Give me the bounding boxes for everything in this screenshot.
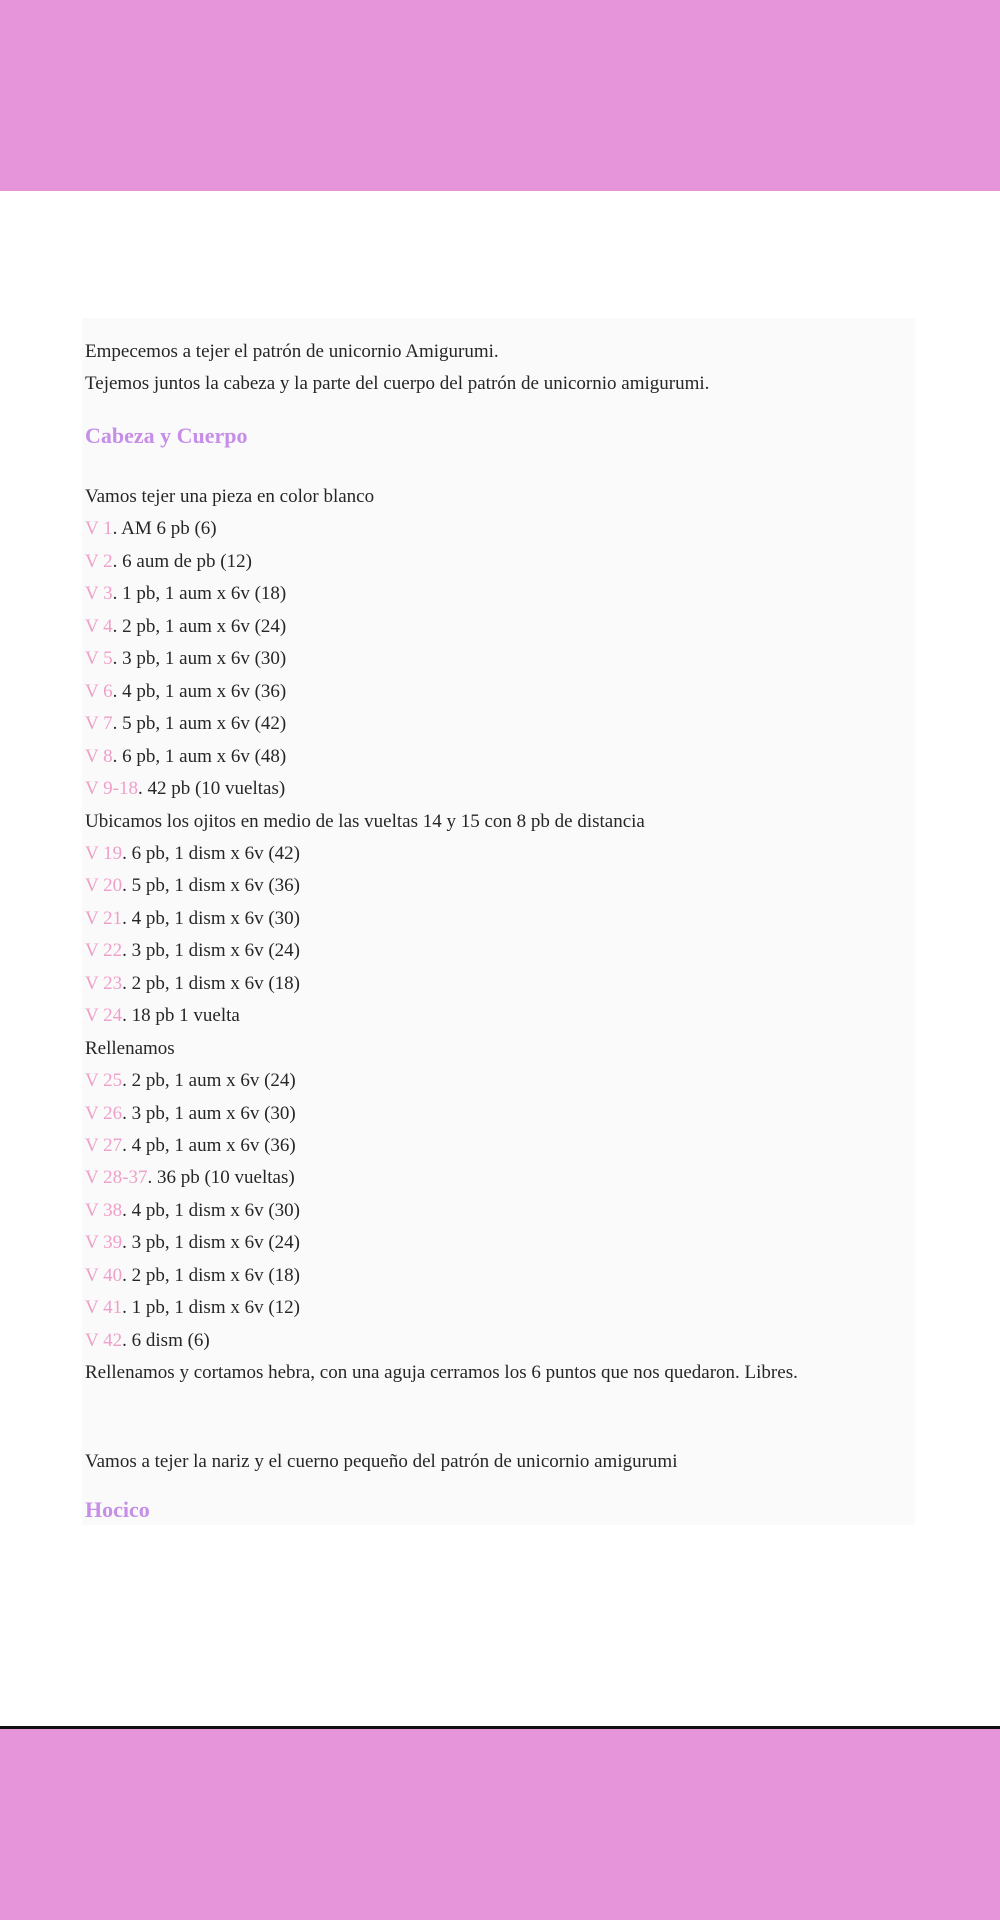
pattern-note-line [85,485,374,509]
pattern-note-line [85,810,645,834]
pattern-round-line [85,1069,296,1093]
round-number: V 38 [85,1200,123,1221]
top-banner [0,0,1000,191]
pattern-round-line [85,1102,296,1126]
instruction-text: Vamos tejer una pieza en color blanco [85,486,375,507]
instruction-text: Rellenamos y cortamos hebra, con una aguja cerramos los 6 puntos que nos quedaron. Libres. [85,1362,798,1383]
round-number: V 8 [85,746,113,767]
instruction-text: . 4 pb, 1 aum x 6v (36) [112,681,287,702]
round-number: V 28-37 [85,1167,148,1188]
instruction-text: . 5 pb, 1 aum x 6v (42) [112,713,287,734]
instruction-text: . 6 pb, 1 dism x 6v (42) [122,843,300,864]
pattern-round-line [85,907,300,931]
pattern-round-line [85,647,286,671]
instruction-text: Ubicamos los ojitos en medio de las vueltas 14 y 15 con 8 pb de distancia [85,811,645,832]
pattern-note-line [85,1361,798,1385]
instruction-text: . AM 6 pb (6) [112,518,217,539]
round-number: V 41 [85,1297,123,1318]
round-number: V 26 [85,1103,123,1124]
pattern-round-line [85,1134,296,1158]
instruction-text: . 42 pb (10 vueltas) [137,778,286,799]
instruction-text: . 4 pb, 1 aum x 6v (36) [122,1135,296,1156]
round-number: V 20 [85,875,123,896]
round-number: V 23 [85,973,123,994]
round-number: V 19 [85,843,123,864]
pattern-round-line [85,680,286,704]
transition-line: Vamos a tejer la nariz y el cuerno pequeño del patrón de unicornio amigurumi [85,1451,678,1472]
pattern-round-line [85,1199,300,1223]
round-number: V 7 [85,713,113,734]
pattern-round-line [85,517,217,541]
instruction-text: . 2 pb, 1 aum x 6v (24) [112,616,287,637]
instruction-text: . 2 pb, 1 dism x 6v (18) [122,1265,300,1286]
round-number: V 21 [85,908,123,929]
pattern-round-line [85,745,286,769]
round-number: V 9-18 [85,778,138,799]
round-number: V 27 [85,1135,123,1156]
pattern-round-line [85,874,300,898]
instruction-text: . 6 aum de pb (12) [112,551,252,572]
round-number: V 4 [85,616,113,637]
pattern-round-line [85,1166,295,1190]
instruction-text: . 3 pb, 1 aum x 6v (30) [122,1103,296,1124]
pattern-round-line [85,1231,300,1255]
pattern-round-line [85,615,286,639]
round-number: V 1 [85,518,113,539]
instruction-text: . 1 pb, 1 dism x 6v (12) [122,1297,300,1318]
pattern-round-line [85,777,285,801]
instruction-text: . 2 pb, 1 aum x 6v (24) [122,1070,296,1091]
document-content [82,318,915,1525]
section-heading-cabeza-cuerpo: Cabeza y Cuerpo [85,423,248,448]
round-number: V 2 [85,551,113,572]
pattern-round-line [85,939,300,963]
pattern-round-line [85,1296,300,1320]
section-heading-hocico: Hocico [85,1497,150,1522]
instruction-text: . 6 pb, 1 aum x 6v (48) [112,746,287,767]
pattern-note-line [85,1037,175,1061]
instruction-text: . 1 pb, 1 aum x 6v (18) [112,583,287,604]
pattern-round-line [85,1329,210,1353]
instruction-text: . 18 pb 1 vuelta [122,1005,240,1026]
instruction-text: . 5 pb, 1 dism x 6v (36) [122,875,300,896]
instruction-text: . 6 dism (6) [122,1330,210,1351]
instruction-text: . 3 pb, 1 dism x 6v (24) [122,940,300,961]
pattern-round-line [85,1004,240,1028]
intro-line-2: Tejemos juntos la cabeza y la parte del cuerpo del patrón de unicornio amigurumi. [85,373,710,394]
instruction-text: Rellenamos [85,1038,175,1059]
round-number: V 3 [85,583,113,604]
round-number: V 42 [85,1330,123,1351]
pattern-round-line [85,582,286,606]
round-number: V 25 [85,1070,123,1091]
round-number: V 5 [85,648,113,669]
instruction-text: . 4 pb, 1 dism x 6v (30) [122,1200,300,1221]
round-number: V 40 [85,1265,123,1286]
instruction-text: . 2 pb, 1 dism x 6v (18) [122,973,300,994]
pattern-round-line [85,1264,300,1288]
instruction-text: . 4 pb, 1 dism x 6v (30) [122,908,300,929]
pattern-round-line [85,842,300,866]
pattern-round-line [85,550,252,574]
instruction-text: . 3 pb, 1 dism x 6v (24) [122,1232,300,1253]
instruction-text: . 36 pb (10 vueltas) [147,1167,295,1188]
bottom-banner [0,1726,1000,1920]
instruction-text: . 3 pb, 1 aum x 6v (30) [112,648,287,669]
round-number: V 22 [85,940,123,961]
intro-line-1: Empecemos a tejer el patrón de unicornio Amigurumi. [85,341,499,362]
round-number: V 39 [85,1232,123,1253]
round-number: V 24 [85,1005,123,1026]
pattern-round-line [85,972,300,996]
pattern-round-line [85,712,286,736]
round-number: V 6 [85,681,113,702]
